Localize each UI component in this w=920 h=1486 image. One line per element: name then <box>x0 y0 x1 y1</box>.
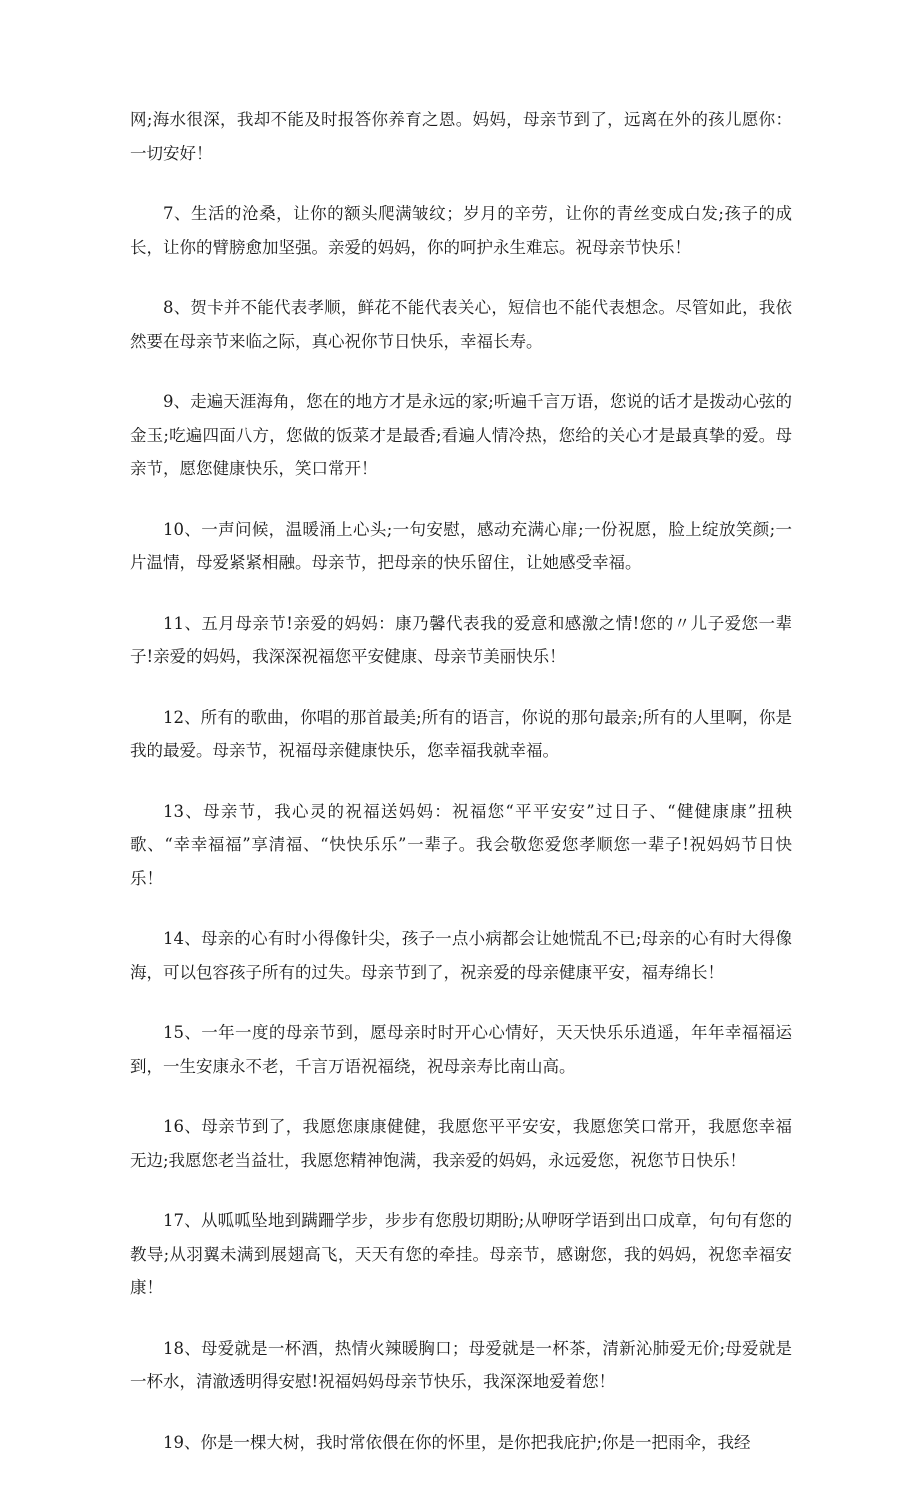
paragraph-12: 12、所有的歌曲，你唱的那首最美;所有的语言，你说的那句最亲;所有的人里啊，你是我的最爱。母亲节，祝福母亲健康快乐，您幸福我就幸福。 <box>130 707 792 760</box>
paragraph-10: 10、一声问候，温暖涌上心头;一句安慰，感动充满心扉;一份祝愿，脸上绽放笑颜;一片温情，母爱紧紧相融。母亲节，把母亲的快乐留住，让她感受幸福。 <box>130 519 792 572</box>
paragraph-17: 17、从呱呱坠地到蹒跚学步，步步有您殷切期盼;从咿呀学语到出口成章，句句有您的教导;从羽翼未满到展翅高飞，天天有您的牵挂。母亲节，感谢您，我的妈妈，祝您幸福安康！ <box>130 1211 792 1297</box>
paragraph-18: 18、母爱就是一杯酒，热情火辣暖胸口；母爱就是一杯茶，清新沁肺爱无价;母爱就是一杯水，清澈透明得安慰!祝福妈妈母亲节快乐，我深深地爱着您！ <box>130 1338 792 1391</box>
paragraph-continued: 网;海水很深，我却不能及时报答你养育之恩。妈妈，母亲节到了，远离在外的孩儿愿你：一切安好！ <box>130 110 792 163</box>
paragraph-14: 14、母亲的心有时小得像针尖，孩子一点小病都会让她慌乱不已;母亲的心有时大得像海，可以包容孩子所有的过失。母亲节到了，祝亲爱的母亲健康平安，福寿绵长！ <box>130 929 792 982</box>
document-body <box>130 103 792 1486</box>
paragraph-15: 15、一年一度的母亲节到，愿母亲时时开心心情好，天天快乐乐逍遥，年年幸福福运到，一生安康永不老，千言万语祝福绕，祝母亲寿比南山高。 <box>130 1023 792 1076</box>
paragraph-13: 13、母亲节，我心灵的祝福送妈妈：祝福您“平平安安”过日子、“健健康康”扭秧歌、“幸幸福福”享清福、“快快乐乐”一辈子。我会敬您爱您孝顺您一辈子!祝妈妈节日快乐！ <box>130 801 792 888</box>
paragraph-8: 8、贺卡并不能代表孝顺，鲜花不能代表关心，短信也不能代表想念。尽管如此，我依然要在母亲节来临之际，真心祝你节日快乐，幸福长寿。 <box>130 298 792 351</box>
paragraph-19: 19、你是一棵大树，我时常依偎在你的怀里，是你把我庇护;你是一把雨伞，我经 <box>163 1432 751 1452</box>
paragraph-7: 7、生活的沧桑，让你的额头爬满皱纹；岁月的辛劳，让你的青丝变成白发;孩子的成长，让你的臂膀愈加坚强。亲爱的妈妈，你的呵护永生难忘。祝母亲节快乐！ <box>130 204 792 257</box>
paragraph-9: 9、走遍天涯海角，您在的地方才是永远的家;听遍千言万语，您说的话才是拨动心弦的金玉;吃遍四面八方，您做的饭菜才是最香;看遍人情冷热，您给的关心才是最真挚的爱。母亲节，愿您健康快乐，笑口常开！ <box>130 392 792 478</box>
paragraph-16: 16、母亲节到了，我愿您康康健健，我愿您平平安安，我愿您笑口常开，我愿您幸福无边;我愿您老当益壮，我愿您精神饱满，我亲爱的妈妈，永远爱您，祝您节日快乐！ <box>130 1117 792 1170</box>
paragraph-11: 11、五月母亲节!亲爱的妈妈：康乃馨代表我的爱意和感激之情!您的〃儿子爱您一辈子!亲爱的妈妈，我深深祝福您平安健康、母亲节美丽快乐！ <box>130 613 792 666</box>
